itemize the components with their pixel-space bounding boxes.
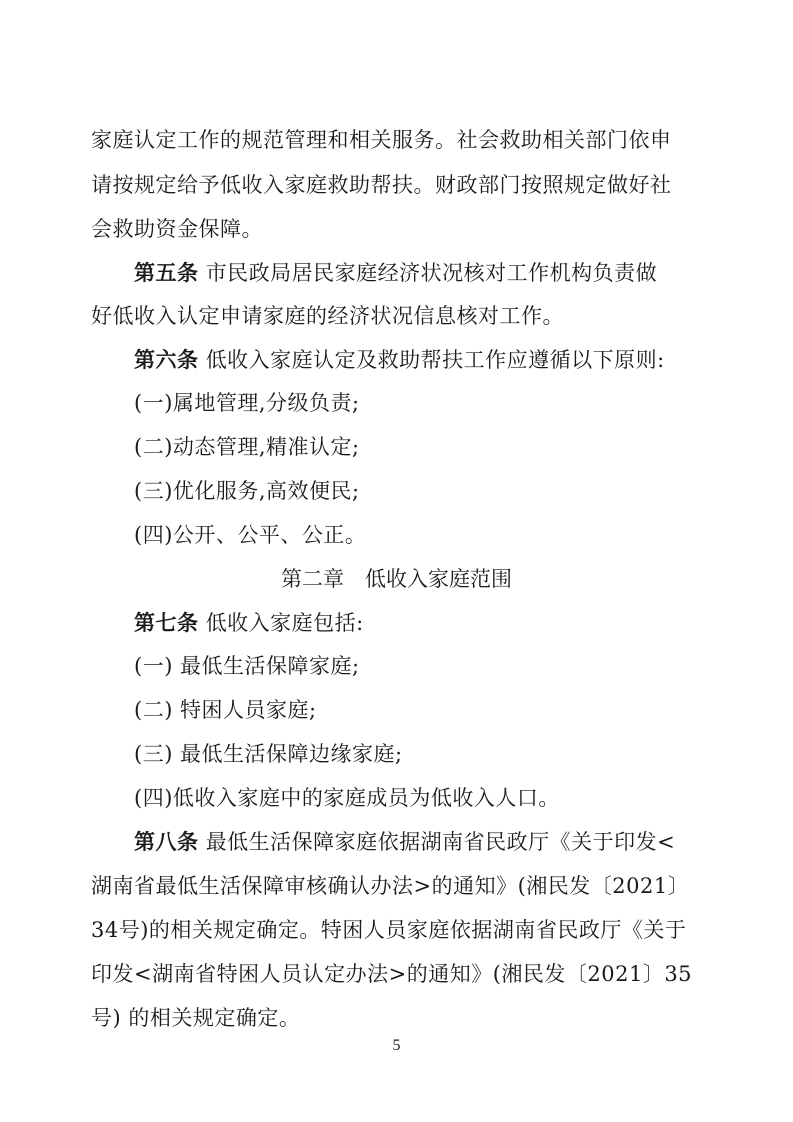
article-5-text-1: 市民政局居民家庭经济状况核对工作机构负责做 <box>205 261 658 285</box>
article-7-label: 第七条 <box>134 611 199 635</box>
intro-line-2: 请按规定给予低收入家庭救助帮扶。财政部门按照规定做好社 <box>91 173 672 197</box>
intro-line-1: 家庭认定工作的规范管理和相关服务。社会救助相关部门依申 <box>91 128 672 152</box>
article-8-line-4: 印发<湖南省特困人员认定办法>的通知》(湘民发〔2021〕35 <box>91 962 693 986</box>
article-6-item-3: (三)优化服务,高效便民; <box>134 479 360 503</box>
article-8-line-5: 号) 的相关规定确定。 <box>91 1006 301 1030</box>
article-7-line-1 <box>134 608 364 638</box>
article-6-line-1 <box>134 345 665 375</box>
article-7-item-3: (三) 最低生活保障边缘家庭; <box>134 742 403 766</box>
article-7-item-2: (二) 特困人员家庭; <box>134 698 317 722</box>
article-6-text: 低收入家庭认定及救助帮扶工作应遵循以下原则: <box>205 348 665 372</box>
article-7-item-4: (四)低收入家庭中的家庭成员为低收入人口。 <box>134 786 560 810</box>
article-5-label: 第五条 <box>134 261 199 285</box>
article-5-line-1 <box>134 258 657 288</box>
article-6-label: 第六条 <box>134 348 199 372</box>
article-7-item-1: (一) 最低生活保障家庭; <box>134 654 360 678</box>
article-8-label: 第八条 <box>134 830 199 854</box>
intro-line-3: 会救助资金保障。 <box>91 217 263 241</box>
article-5-line-2: 好低收入认定申请家庭的经济状况信息核对工作。 <box>91 304 564 328</box>
article-6-item-1: (一)属地管理,分级负责; <box>134 391 360 415</box>
page-number: 5 <box>392 1037 401 1054</box>
article-8-line-1 <box>134 827 675 857</box>
chapter-2-heading: 第二章 低收入家庭范围 <box>281 567 512 591</box>
article-7-text: 低收入家庭包括: <box>205 611 364 635</box>
article-6-item-2: (二)动态管理,精准认定; <box>134 435 360 459</box>
article-8-line-2: 湖南省最低生活保障审核确认办法>的通知》(湘民发〔2021〕 <box>91 874 690 898</box>
article-8-text-1: 最低生活保障家庭依据湖南省民政厅《关于印发< <box>205 830 676 854</box>
article-6-item-4: (四)公开、公平、公正。 <box>134 523 367 547</box>
article-8-line-3: 34号)的相关规定确定。特困人员家庭依据湖南省民政厅《关于 <box>91 918 687 942</box>
